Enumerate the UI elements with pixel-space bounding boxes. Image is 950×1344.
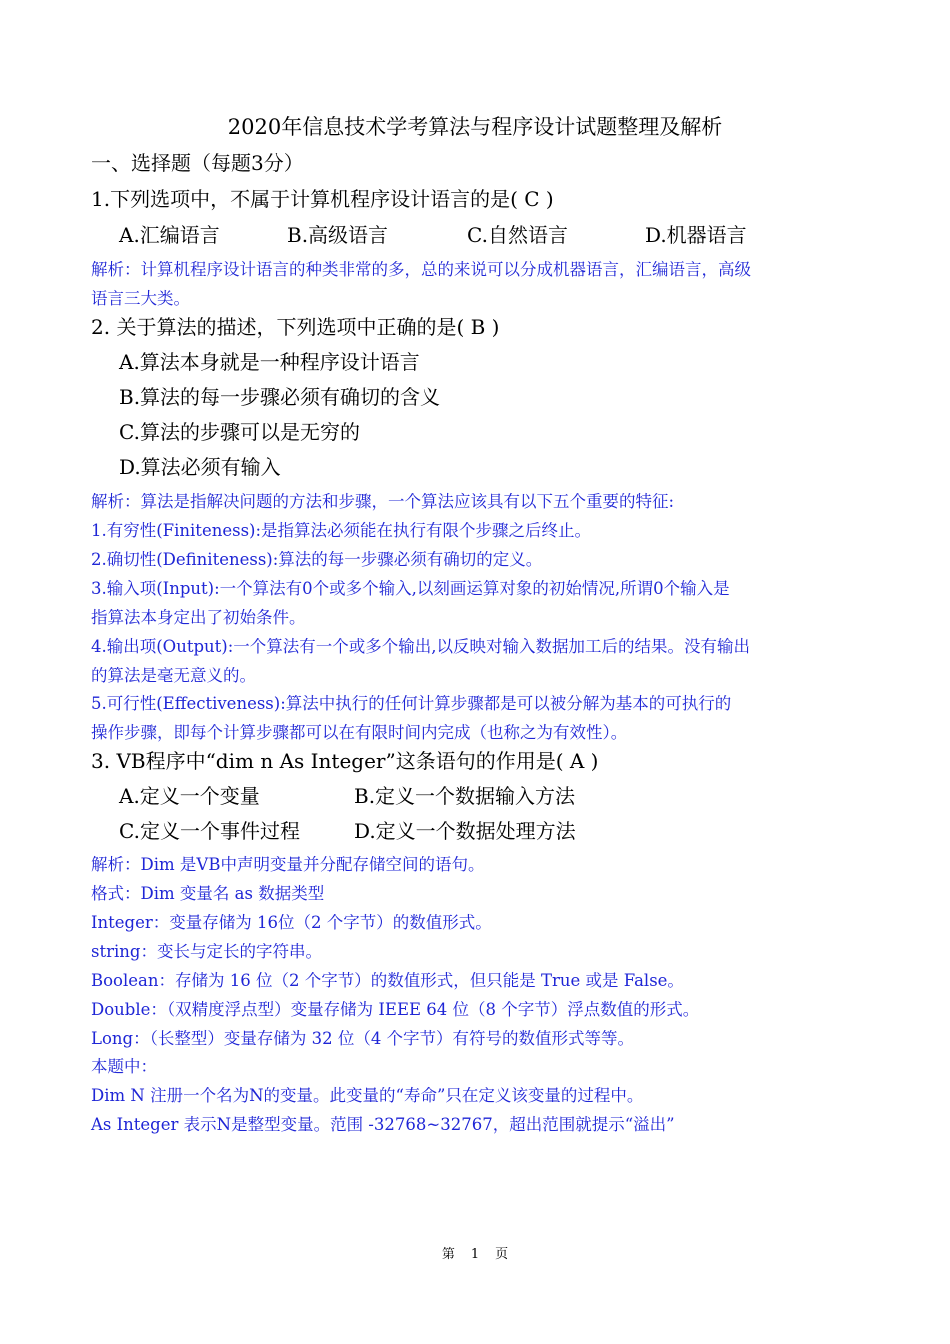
q2-explanation-line: 的算法是毫无意义的。 — [91, 666, 256, 685]
q1-option-d: D.机器语言 — [645, 223, 747, 247]
document-title: 2020年信息技术学考算法与程序设计试题整理及解析 — [227, 115, 723, 139]
q3-explanation-line: Double：（双精度浮点型）变量存储为 IEEE 64 位（8 个字节）浮点数值的形式。 — [91, 1000, 700, 1019]
q2-explanation-line: 3.输入项(Input):一个算法有0个或多个输入,以刻画运算对象的初始情况,所谓0个输入是 — [91, 579, 730, 598]
question-1-options — [119, 220, 747, 250]
q3-explanation-line: Long：（长整型）变量存储为 32 位（4 个字节）有符号的数值形式等等。 — [91, 1029, 635, 1048]
q3-explanation-line: As Integer 表示N是整型变量。范围 -32768~32767，超出范围就提示“溢出” — [91, 1115, 675, 1134]
q3-option-c: C.定义一个事件过程 — [119, 819, 300, 843]
q2-option-b: B.算法的每一步骤必须有确切的含义 — [119, 385, 441, 409]
question-3-options-row-1 — [119, 781, 575, 811]
q2-explanation-line: 1.有穷性(Finiteness):是指算法必须能在执行有限个步骤之后终止。 — [91, 521, 592, 540]
question-3-stem: 3. VB程序中“dim n As Integer”这条语句的作用是( A ) — [91, 749, 599, 773]
q2-explanation-line: 操作步骤，即每个计算步骤都可以在有限时间内完成（也称之为有效性）。 — [91, 723, 628, 742]
q3-explanation-line: 本题中： — [91, 1057, 157, 1076]
q2-explanation-line: 2.确切性(Definiteness):算法的每一步骤必须有确切的定义。 — [91, 550, 543, 569]
page-number: 1 — [470, 1247, 480, 1262]
q2-option-a: A.算法本身就是一种程序设计语言 — [119, 350, 420, 374]
q2-explanation-line: 指算法本身定出了初始条件。 — [91, 608, 306, 627]
question-3-options-row-2 — [119, 816, 576, 846]
q3-option-d: D.定义一个数据处理方法 — [354, 819, 576, 843]
q1-explanation-line: 语言三大类。 — [91, 289, 190, 308]
footer-prefix: 第 — [441, 1247, 455, 1262]
q3-explanation-line: 格式：Dim 变量名 as 数据类型 — [91, 884, 325, 903]
q3-explanation-line: 解析：Dim 是VB中声明变量并分配存储空间的语句。 — [91, 855, 485, 874]
q3-option-b: B.定义一个数据输入方法 — [354, 784, 576, 808]
q2-explanation-line: 4.输出项(Output):一个算法有一个或多个输出,以反映对输入数据加工后的结果。没有输出 — [91, 637, 751, 656]
q1-option-b: B.高级语言 — [287, 223, 389, 247]
q1-option-c: C.自然语言 — [467, 223, 568, 247]
q3-explanation-line: string：变长与定长的字符串。 — [91, 942, 322, 961]
q2-explanation-line: 解析：算法是指解决问题的方法和步骤，一个算法应该具有以下五个重要的特征: — [91, 492, 675, 511]
q2-explanation-line: 5.可行性(Effectiveness):算法中执行的任何计算步骤都是可以被分解为基本的可执行的 — [91, 694, 732, 713]
page-footer — [0, 1245, 950, 1265]
q3-option-a: A.定义一个变量 — [119, 784, 260, 808]
question-2-stem: 2. 关于算法的描述，下列选项中正确的是( B ) — [91, 315, 500, 339]
section-heading: 一、选择题（每题3分） — [91, 151, 304, 175]
q3-explanation-line: Boolean：存储为 16 位（2 个字节）的数值形式，但只能是 True 或是 False。 — [91, 971, 684, 990]
q2-option-c: C.算法的步骤可以是无穷的 — [119, 420, 360, 444]
q1-option-a: A.汇编语言 — [119, 223, 220, 247]
question-1-stem: 1.下列选项中，不属于计算机程序设计语言的是( C ) — [91, 187, 554, 211]
q1-explanation-line: 解析：计算机程序设计语言的种类非常的多，总的来说可以分成机器语言，汇编语言，高级 — [91, 260, 751, 279]
q2-option-d: D.算法必须有输入 — [119, 455, 281, 479]
q3-explanation-line: Dim N 注册一个名为N的变量。此变量的“寿命”只在定义该变量的过程中。 — [91, 1086, 644, 1105]
footer-suffix: 页 — [495, 1247, 509, 1262]
q3-explanation-line: Integer：变量存储为 16位（2 个字节）的数值形式。 — [91, 913, 492, 932]
